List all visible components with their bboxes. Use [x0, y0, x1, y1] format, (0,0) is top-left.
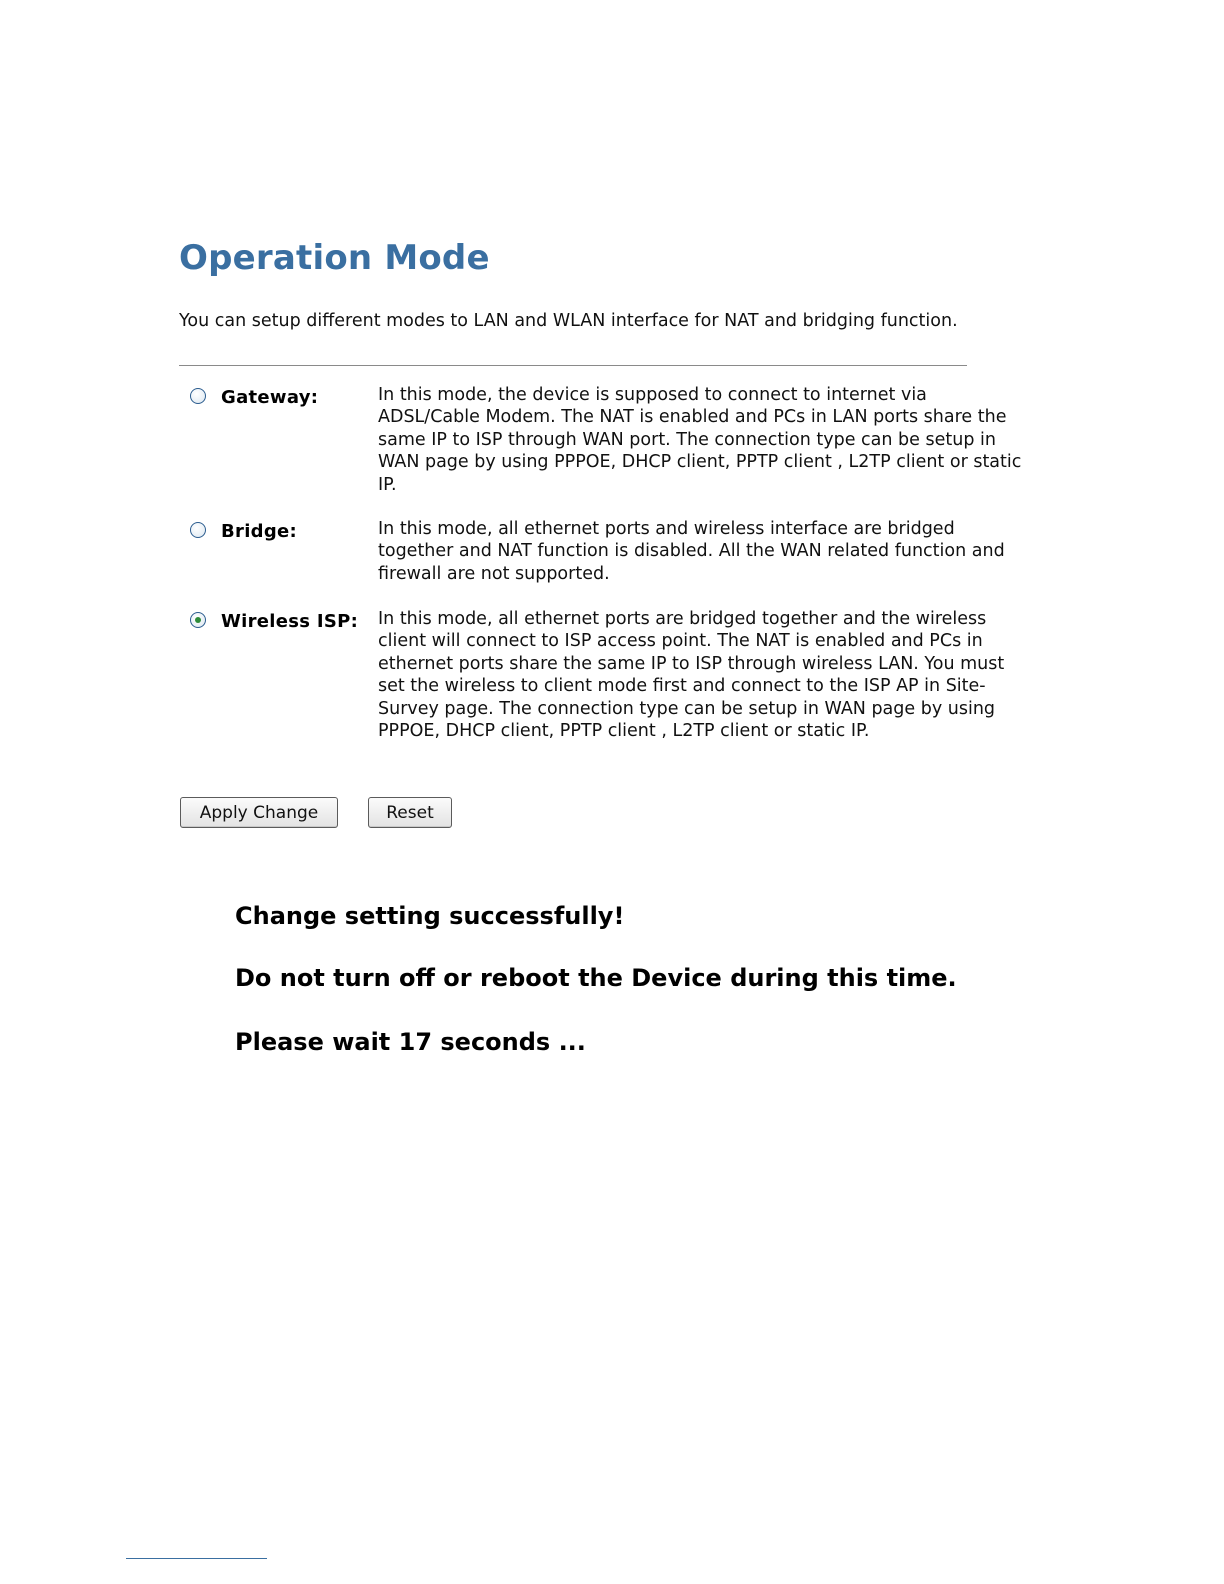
status-success-message: Change setting successfully!: [235, 902, 625, 930]
page-title: Operation Mode: [179, 238, 490, 278]
gateway-radio[interactable]: [190, 388, 206, 404]
gateway-description: In this mode, the device is supposed to connect to internet via ADSL/Cable Modem. The NAT is enabled and PCs in LAN ports share the same IP to ISP through WAN port. The connection type can be setup in WAN page by using PPPOE, DHCP client, PPTP client , L2TP client or static IP.: [378, 385, 1022, 495]
radio-selected-dot: [195, 617, 201, 623]
bridge-description: In this mode, all ethernet ports and wireless interface are bridged together and NAT function is disabled. All the WAN related function and firewall are not supported.: [378, 519, 1005, 584]
status-countdown-message: Please wait 17 seconds ...: [235, 1028, 586, 1056]
bridge-radio[interactable]: [190, 522, 206, 538]
apply-change-button[interactable]: Apply Change: [180, 797, 338, 828]
gateway-label[interactable]: Gateway:: [221, 387, 319, 408]
wireless-isp-radio[interactable]: [190, 612, 206, 628]
wireless-isp-description: In this mode, all ethernet ports are bridged together and the wireless client will connect to ISP access point. The NAT is enabled and PCs in ethernet ports share the same IP to ISP through wireless LAN. You must set the wireless to client mode first and connect to the ISP AP in Site-Survey page. The connection type can be setup in WAN page by using PPPOE, DHCP client, PPTP client , L2TP client or static IP.: [378, 609, 1005, 742]
footnote-separator: [126, 1558, 267, 1559]
wireless-isp-label[interactable]: Wireless ISP:: [221, 611, 359, 632]
divider: [179, 365, 967, 366]
reset-button[interactable]: Reset: [368, 797, 452, 828]
page-description: You can setup different modes to LAN and WLAN interface for NAT and bridging function.: [179, 311, 958, 331]
status-warning-message: Do not turn off or reboot the Device during this time.: [235, 964, 957, 992]
bridge-label[interactable]: Bridge:: [221, 521, 298, 542]
